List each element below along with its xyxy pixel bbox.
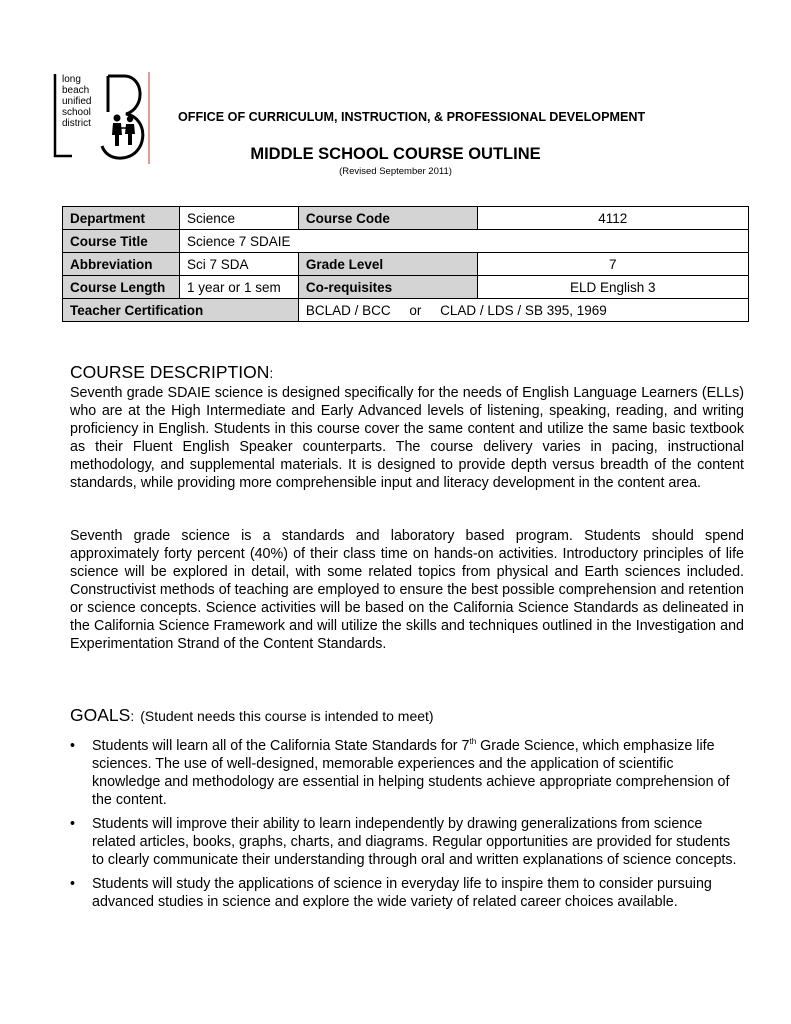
department-label: Department <box>63 207 180 230</box>
logo-line: beach <box>62 85 90 96</box>
heading-colon: : <box>269 365 274 381</box>
bullet-icon: • <box>70 816 76 832</box>
course-code-label: Course Code <box>298 207 477 230</box>
goals-heading <box>70 705 434 726</box>
list-item <box>70 737 740 809</box>
course-length-label: Course Length <box>63 276 180 299</box>
bullet-icon: • <box>70 738 76 754</box>
course-code-value: 4112 <box>477 207 748 230</box>
revised-date: (Revised September 2011) <box>339 166 452 177</box>
course-title-value: Science 7 SDAIE <box>179 230 748 253</box>
department-value: Science <box>179 207 298 230</box>
course-description-paragraph-1: Seventh grade SDAIE science is designed specifically for the needs of English Language Learners (ELLs) who are at the High Intermediate and Early Advanced levels of listening, speaking, reading, and writing proficiency in English. Students in this course cover the same content and utilize the same basic textbook as their Fluent English Speaker counterparts. The course delivery varies in pacing, instructional methodology, and supplemental materials. It is designed to provide depth versus breadth of the content standards, while providing more comprehensible input and literacy development in the content area. <box>70 385 744 491</box>
logo-line: long <box>62 74 81 85</box>
logo-line: district <box>62 118 91 129</box>
goal-1-superscript: th <box>469 737 477 747</box>
table-row <box>63 230 749 253</box>
list-item <box>70 875 740 911</box>
teacher-cert-label: Teacher Certification <box>63 299 299 322</box>
grade-level-label: Grade Level <box>298 253 477 276</box>
course-title-label: Course Title <box>63 230 180 253</box>
goals-title: GOALS <box>70 705 131 725</box>
table-row <box>63 276 749 299</box>
logo-line: school <box>62 107 91 118</box>
goals-subheading: (Student needs this course is intended to meet) <box>140 708 434 724</box>
goal-2-text: Students will improve their ability to learn independently by drawing generalizations from science related articles, books, graphs, charts, and diagrams. Regular opportunities are provided for students to clearly communicate their understanding through oral and written explanations of science concepts. <box>92 816 737 868</box>
course-info-table <box>62 206 749 322</box>
table-row <box>63 299 749 322</box>
table-row <box>63 253 749 276</box>
logo-line: unified <box>62 96 92 107</box>
goals-colon: : <box>130 708 135 724</box>
goal-3-text: Students will study the applications of science in everyday life to inspire them to consider pursuing advanced studies in science and explore the wide variety of related career choices available. <box>92 876 712 910</box>
bullet-icon: • <box>70 876 76 892</box>
course-description-heading <box>70 362 273 383</box>
teacher-cert-value: BCLAD / BCC or CLAD / LDS / SB 395, 1969 <box>298 299 748 322</box>
office-heading: OFFICE OF CURRICULUM, INSTRUCTION, & PROFESSIONAL DEVELOPMENT <box>178 110 646 124</box>
course-description-title: COURSE DESCRIPTION <box>70 362 270 382</box>
goal-1-text-b: Grade Science, which emphasize life sciences. The use of well-designed, memorable experiences and the application of scientific knowledge and methodology are essential in helping students achieve appropriate comprehension of the content. <box>92 738 730 808</box>
course-description-paragraph-2: Seventh grade science is a standards and laboratory based program. Students should spend approximately forty percent (40%) of their class time on hands-on activities. Introductory principles of life science will be explored in detail, with some related topics from physical and Earth sciences included. Constructivist methods of teaching are employed to ensure the best possible comprehension and retention or science concepts. Science activities will be based on the California Science Standards as delineated in the California Science Framework and will utilize the skills and techniques outlined in the Investigation and Experimentation Strand of the Content Standards. <box>70 528 744 652</box>
grade-level-value: 7 <box>477 253 748 276</box>
page-title: MIDDLE SCHOOL COURSE OUTLINE <box>250 145 541 163</box>
corequisites-value: ELD English 3 <box>477 276 748 299</box>
course-length-value: 1 year or 1 sem <box>179 276 298 299</box>
logo-text <box>62 74 91 129</box>
abbreviation-label: Abbreviation <box>63 253 180 276</box>
corequisites-label: Co-requisites <box>298 276 477 299</box>
goals-list <box>70 737 740 917</box>
table-row <box>63 207 749 230</box>
list-item <box>70 815 740 869</box>
abbreviation-value: Sci 7 SDA <box>179 253 298 276</box>
goal-1-text-a: Students will learn all of the California State Standards for 7 <box>92 738 470 754</box>
